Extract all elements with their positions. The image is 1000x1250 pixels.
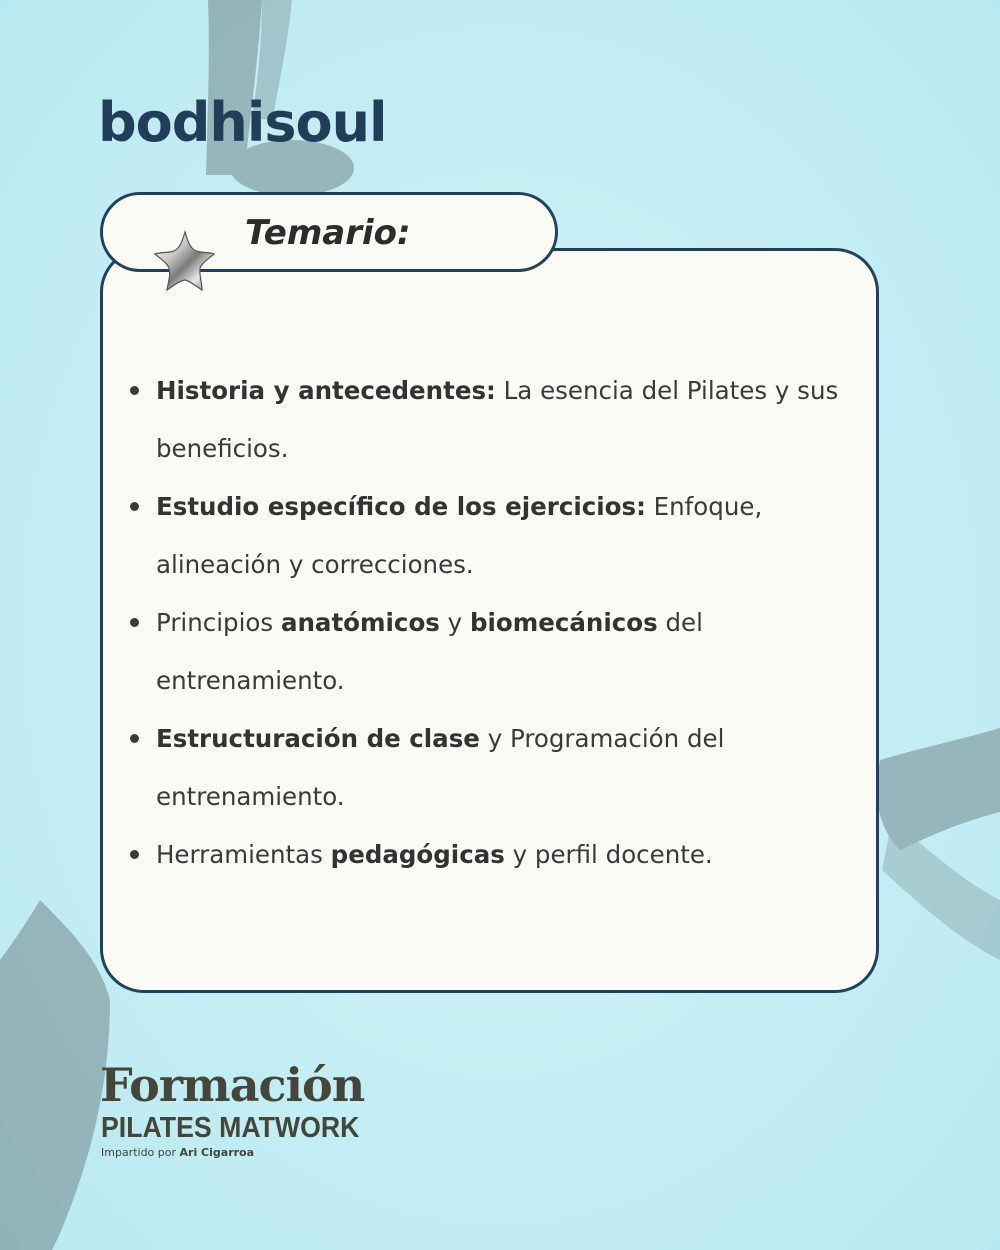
syllabus-item-text: y [439,608,470,637]
syllabus-item-text: y Programación del entrenamiento. [156,724,725,811]
syllabus-item-text: y perfil docente. [504,840,713,869]
instructor-name: Ari Cigarroa [179,1146,255,1159]
syllabus-item [128,362,878,478]
syllabus-item-text: Enfoque, alineación y correcciones. [156,492,763,579]
syllabus-item-emphasis: pedagógicas [330,840,505,869]
syllabus-item [128,710,878,826]
brand-logo: bodhisoul [98,91,387,154]
course-subtitle: PILATES MATWORK [101,1112,360,1144]
syllabus-item [128,826,878,884]
syllabus-item-text: del entrenamiento. [156,608,703,695]
syllabus-item-emphasis: Historia y antecedentes: [156,376,496,405]
course-title: Formación [100,1058,365,1112]
syllabus-item-text: Herramientas [156,840,331,869]
syllabus-item-text: La esencia del Pilates y sus beneficios. [156,376,839,463]
star-icon [152,228,218,294]
syllabus-list [128,362,878,884]
syllabus-item-emphasis: biomecánicos [469,608,658,637]
syllabus-item-emphasis: Estructuración de clase [156,724,480,753]
section-title: Temario: [245,213,411,253]
syllabus-item-emphasis: anatómicos [280,608,440,637]
syllabus-item [128,594,878,710]
syllabus-item-emphasis: Estudio específico de los ejercicios: [156,492,646,521]
instructor-credit [101,1146,254,1159]
credit-prefix: Impartido por [101,1146,180,1159]
syllabus-item [128,478,878,594]
syllabus-item-text: Principios [156,608,281,637]
